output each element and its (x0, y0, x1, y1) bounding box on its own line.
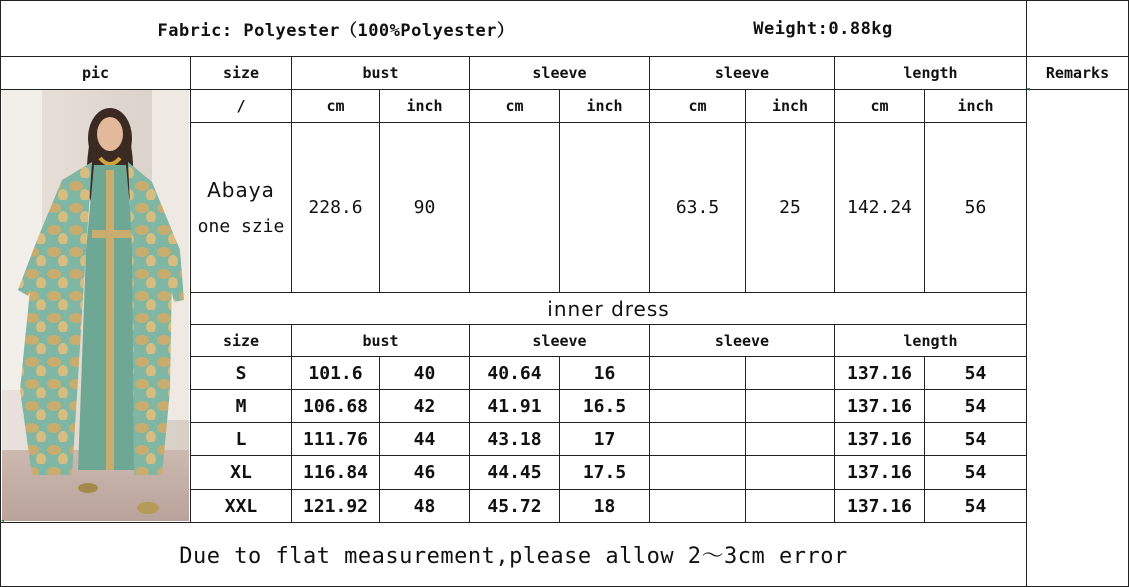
weight-info: Weight:0.88kg (753, 18, 893, 39)
inner-bust-inch-cell: 44 (413, 428, 436, 450)
inner-bust-inch-cell: 48 (413, 495, 436, 517)
inner-sleeve-inch-cell: 16.5 (582, 395, 627, 417)
unit-bust-cm: cm (326, 97, 345, 115)
inner-sleeve-cm-cell: 45.72 (487, 495, 542, 517)
inner-bust-cm-cell: 116.84 (302, 462, 369, 483)
header-length: length (903, 64, 958, 82)
inner-empty-cell (650, 357, 745, 389)
abaya-sleeve1-cm (470, 123, 559, 292)
inner-size-cell: XXL (224, 495, 258, 517)
inner-sleeve-cm-cell: 41.91 (487, 395, 542, 417)
abaya-bust-inch: 90 (413, 197, 436, 218)
abaya-bust-cm: 228.6 (308, 197, 363, 218)
product-photo (2, 90, 189, 521)
inner-sleeve-inch-cell: 17 (593, 428, 616, 450)
inner-length-inch-cell: 54 (964, 395, 987, 417)
inner-sleeve-inch-cell: 16 (593, 362, 616, 384)
inner-empty-cell (746, 456, 834, 489)
unit-size-slash: / (236, 97, 246, 115)
abaya-name: Abaya (207, 178, 275, 202)
inner-length-inch-cell: 54 (964, 495, 987, 517)
inner-bust-cm-cell: 106.68 (302, 395, 369, 417)
cell-corner-mark (1, 520, 4, 523)
inner-header-length: length (903, 331, 958, 350)
header-pic: pic (81, 64, 110, 82)
inner-size-cell: XL (230, 462, 252, 483)
inner-size-cell: L (235, 428, 247, 450)
inner-bust-inch-cell: 42 (413, 395, 436, 417)
unit-sleeve1-inch: inch (586, 97, 623, 115)
inner-length-cm-cell: 137.16 (846, 495, 913, 517)
inner-bust-cm-cell: 101.6 (308, 362, 363, 384)
abaya-length-cm: 142.24 (846, 197, 913, 218)
inner-length-cm-cell: 137.16 (846, 462, 913, 483)
inner-dress-title: inner dress (547, 296, 670, 321)
unit-length-inch: inch (957, 97, 994, 115)
inner-sleeve-cm-cell: 40.64 (487, 362, 542, 384)
inner-empty-cell (650, 390, 745, 422)
abaya-size: one szie (197, 216, 285, 237)
inner-length-cm-cell: 137.16 (846, 362, 913, 384)
inner-size-cell: S (235, 362, 247, 384)
inner-header-sleeve-2: sleeve (714, 331, 770, 350)
inner-empty-cell (650, 456, 745, 489)
inner-sleeve-inch-cell: 18 (593, 495, 616, 517)
inner-sleeve-inch-cell: 17.5 (582, 462, 627, 483)
inner-size-cell: M (235, 395, 247, 417)
inner-empty-cell (650, 423, 745, 455)
abaya-sleeve1-inch (560, 123, 649, 292)
header-size: size (222, 64, 260, 82)
abaya-sleeve2-cm: 63.5 (675, 197, 720, 218)
inner-header-bust: bust (362, 331, 399, 350)
abaya-length-inch: 56 (964, 197, 987, 218)
unit-sleeve2-inch: inch (771, 97, 809, 115)
inner-header-size: size (222, 331, 260, 350)
header-bust: bust (362, 64, 399, 82)
unit-bust-inch: inch (406, 97, 443, 115)
inner-length-inch-cell: 54 (964, 462, 987, 483)
inner-sleeve-cm-cell: 44.45 (487, 462, 542, 483)
inner-bust-cm-cell: 121.92 (302, 495, 369, 517)
cell-corner-mark (1027, 88, 1030, 91)
header-remarks: Remarks (1045, 64, 1110, 82)
inner-sleeve-cm-cell: 43.18 (487, 428, 542, 450)
fabric-info: Fabric: Polyester（100%Polyester） (157, 21, 515, 41)
inner-empty-cell (746, 423, 834, 455)
unit-sleeve2-cm: cm (688, 97, 707, 115)
inner-bust-inch-cell: 40 (413, 362, 436, 384)
inner-length-cm-cell: 137.16 (846, 428, 913, 450)
measurement-note: Due to flat measurement,please allow 2～3cm error (179, 544, 848, 569)
unit-length-cm: cm (870, 97, 889, 115)
unit-sleeve1-cm: cm (505, 97, 524, 115)
inner-length-inch-cell: 54 (964, 362, 987, 384)
inner-length-cm-cell: 137.16 (846, 395, 913, 417)
inner-empty-cell (746, 490, 834, 522)
inner-header-sleeve-1: sleeve (532, 331, 587, 350)
inner-empty-cell (746, 357, 834, 389)
header-sleeve-2: sleeve (714, 64, 770, 82)
inner-bust-inch-cell: 46 (413, 462, 436, 483)
inner-bust-cm-cell: 111.76 (302, 428, 369, 450)
header-sleeve-1: sleeve (532, 64, 587, 82)
inner-empty-cell (746, 390, 834, 422)
abaya-size-cell (191, 123, 291, 292)
inner-empty-cell (650, 490, 745, 522)
inner-length-inch-cell: 54 (964, 428, 987, 450)
abaya-sleeve2-inch: 25 (779, 197, 801, 218)
model-abaya-image (2, 90, 189, 521)
